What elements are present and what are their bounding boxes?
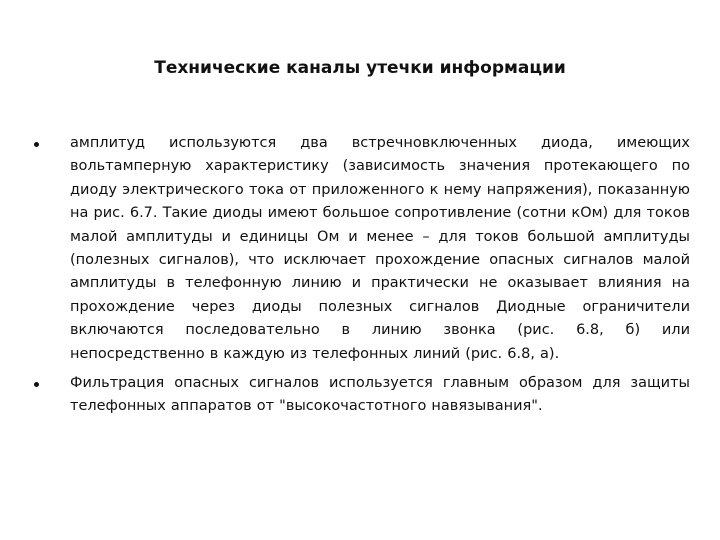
bullet-list — [34, 132, 690, 419]
bullet-dot-icon — [34, 382, 39, 387]
bullet-item — [34, 132, 690, 366]
bullet-dot-icon — [34, 142, 39, 147]
bullet-text: Фильтрация опасных сигналов используется главным образом для защиты телефонных аппаратов от "высокочастотного навязывания". — [70, 375, 690, 415]
slide-title: Технические каналы утечки информации — [154, 58, 566, 78]
bullet-item — [34, 372, 690, 419]
bullet-text: амплитуд используются два встречновключенных диода, имеющих вольтамперную характеристику (зависимость значения протекающего по диоду электрического тока от приложенного к нему напряжения), показанную на рис. 6.7. Такие диоды имеют большое сопротивление (сотни кОм) для токов малой амплитуды и единицы Ом и менее – для токов большой амплитуды (полезных сигналов), что исключает прохождение опасных сигналов малой амплитуды в телефонную линию и практически не оказывает влияния на прохождение через диоды полезных сигналов Диодные ограничители включаются последовательно в линию звонка (рис. 6.8, б) или непосредственно в каждую из телефонных линий (рис. 6.8, а). — [70, 135, 690, 362]
